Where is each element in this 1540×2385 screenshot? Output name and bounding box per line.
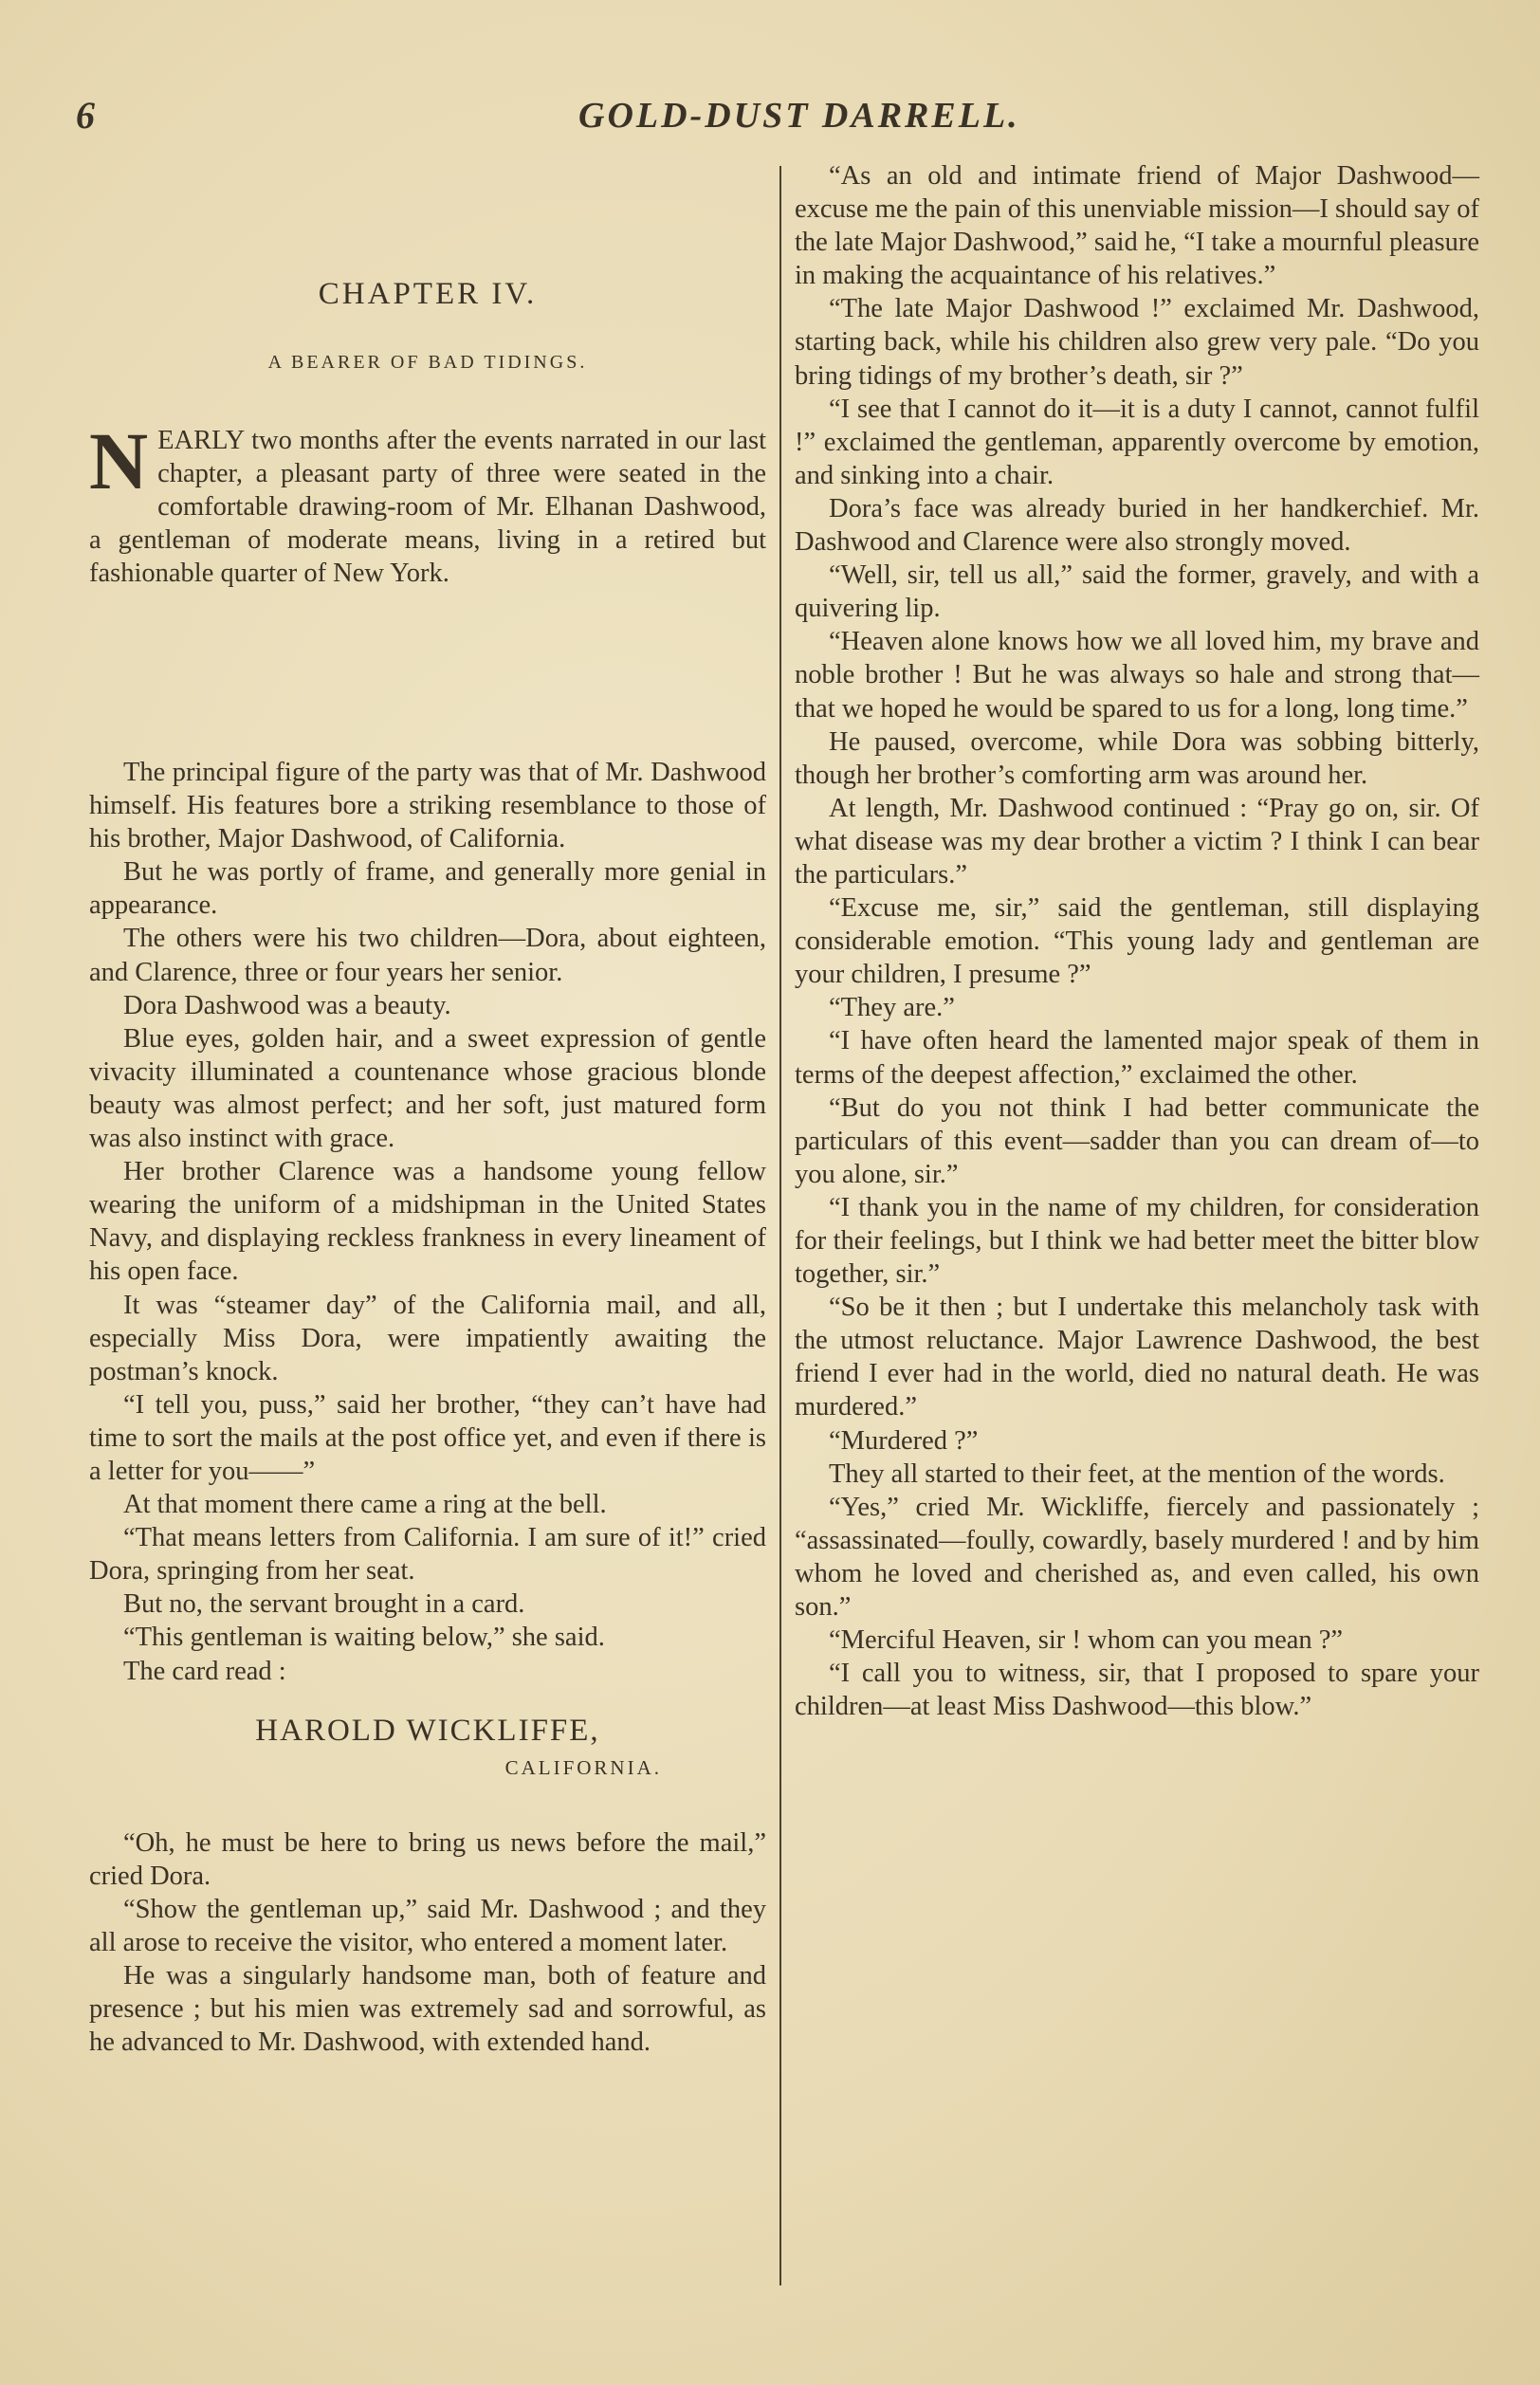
paragraph: “Merciful Heaven, sir ! whom can you mean ?” <box>829 1625 1344 1656</box>
paragraph: “They are.” <box>829 993 955 1023</box>
paragraph: “The late Major Dashwood !” exclaimed Mr. Dashwood, starting back, while his children also grew very pale. “Do you bring tidings of my brother’s death, sir ?” <box>795 294 1479 391</box>
paragraph: “I have often heard the lamented major speak of them in terms of the deepest affection,” exclaimed the other. <box>795 1026 1479 1090</box>
paragraph: “Murdered ?” <box>829 1425 979 1456</box>
paragraph: “I tell you, puss,” said her brother, “they can’t have had time to sort the mails at the post office yet, and even if there is a letter for you——” <box>89 1389 766 1486</box>
paragraph: “This gentleman is waiting below,” she said. <box>123 1623 605 1653</box>
paragraph: “Show the gentleman up,” said Mr. Dashwood ; and they all arose to receive the visitor, who entered a moment later. <box>89 1895 766 1958</box>
paragraph: It was “steamer day” of the California mail, and all, especially Miss Dora, were impatiently awaiting the postman’s knock. <box>89 1290 766 1386</box>
paragraph: He was a singularly handsome man, both of feature and presence ; but his mien was extremely sad and sorrowful, as he advanced to Mr. Dashwood, with extended hand. <box>89 1961 766 2058</box>
paragraph: “I see that I cannot do it—it is a duty I cannot, cannot fulfil !” exclaimed the gentleman, apparently overcome by emotion, and sinking into a chair. <box>795 394 1479 490</box>
running-title: GOLD-DUST DARRELL. <box>578 96 1020 136</box>
paragraph: Blue eyes, golden hair, and a sweet expression of gentle vivacity illuminated a countenance whose gracious blonde beauty was almost perfect; and her soft, just matured form was also instinct with grace. <box>89 1023 766 1154</box>
paragraph: “Excuse me, sir,” said the gentleman, still displaying considerable emotion. “This young lady and gentleman are your children, I presume ?” <box>795 893 1479 990</box>
right-column <box>795 159 1479 1723</box>
column-divider <box>779 166 781 2285</box>
chapter-title: CHAPTER IV. <box>318 277 538 311</box>
opening-text: EARLY two months after the events narrated in our last chapter, a pleasant party of three were seated in the comfortable drawing-room of Mr. Elhanan Dashwood, a gentleman of moderate means, living in a retired but fashionable quarter of New York. <box>89 426 766 589</box>
opening-paragraph <box>89 415 766 590</box>
paragraph: The card read : <box>123 1656 286 1686</box>
paragraph: “That means letters from California. I am sure of it!” cried Dora, springing from her seat. <box>89 1523 766 1587</box>
paragraph: But no, the servant brought in a card. <box>123 1589 525 1620</box>
card-name: HAROLD WICKLIFFE, <box>255 1713 600 1748</box>
paragraph: “Oh, he must be here to bring us news before the mail,” cried Dora. <box>89 1827 766 1891</box>
paragraph: “But do you not think I had better communicate the particulars of this event—sadder than you can dream of—to you alone, sir.” <box>795 1092 1479 1189</box>
paragraph: “So be it then ; but I undertake this melancholy task with the utmost reluctance. Major Lawrence Dashwood, the best friend I ever had in the world, died no natural death. He was murdered.” <box>795 1293 1479 1422</box>
paragraph: “Yes,” cried Mr. Wickliffe, fiercely and passionately ; “assassinated—foully, cowardly, basely murdered ! and by him whom he loved and cherished as, and even called, his own son.” <box>795 1492 1479 1623</box>
paragraph: Dora’s face was already buried in her handkerchief. Mr. Dashwood and Clarence were also strongly moved. <box>795 493 1479 558</box>
page-number: 6 <box>76 94 95 137</box>
paragraph: They all started to their feet, at the mention of the words. <box>829 1459 1445 1489</box>
paragraph: At length, Mr. Dashwood continued : “Pray go on, sir. Of what disease was my dear brother a victim ? I think I can bear the particulars.” <box>795 793 1479 890</box>
paragraph: But he was portly of frame, and generally more genial in appearance. <box>89 857 766 921</box>
paragraph: “I thank you in the name of my children, for consideration for their feelings, but I think we had better meet the bitter blow together, sir.” <box>795 1192 1479 1290</box>
chapter-subtitle: A BEARER OF BAD TIDINGS. <box>267 352 588 373</box>
page-header <box>76 93 1479 150</box>
paragraph: At that moment there came a ring at the bell. <box>123 1490 607 1520</box>
paragraph: “I call you to witness, sir, that I proposed to spare your children—at least Miss Dashwood—this blow.” <box>795 1659 1479 1722</box>
paragraph: The principal figure of the party was that of Mr. Dashwood himself. His features bore a striking resemblance to those of his brother, Major Dashwood, of California. <box>89 758 766 854</box>
left-column <box>89 756 766 2059</box>
paragraph: Her brother Clarence was a handsome young fellow wearing the uniform of a midshipman in the United States Navy, and displaying reckless frankness in every lineament of his open face. <box>89 1157 766 1287</box>
paragraph: “As an old and intimate friend of Major Dashwood—excuse me the pain of this unenviable mission—I should say of the late Major Dashwood,” said he, “I take a mournful pleasure in making the acquaintance of his relatives.” <box>795 161 1479 291</box>
paragraph: “Heaven alone knows how we all loved him, my brave and noble brother ! But he was always so hale and strong that—that we hoped he would be spared to us for a long, long time.” <box>795 627 1479 724</box>
paragraph: He paused, overcome, while Dora was sobbing bitterly, though her brother’s comforting arm was around her. <box>795 726 1479 790</box>
card-place: CALIFORNIA. <box>504 1755 662 1779</box>
paragraph: The others were his two children—Dora, about eighteen, and Clarence, three or four years her senior. <box>89 924 766 987</box>
paragraph: Dora Dashwood was a beauty. <box>123 990 451 1020</box>
paragraph: “Well, sir, tell us all,” said the former, gravely, and with a quivering lip. <box>795 560 1479 624</box>
drop-cap: N <box>89 415 149 506</box>
